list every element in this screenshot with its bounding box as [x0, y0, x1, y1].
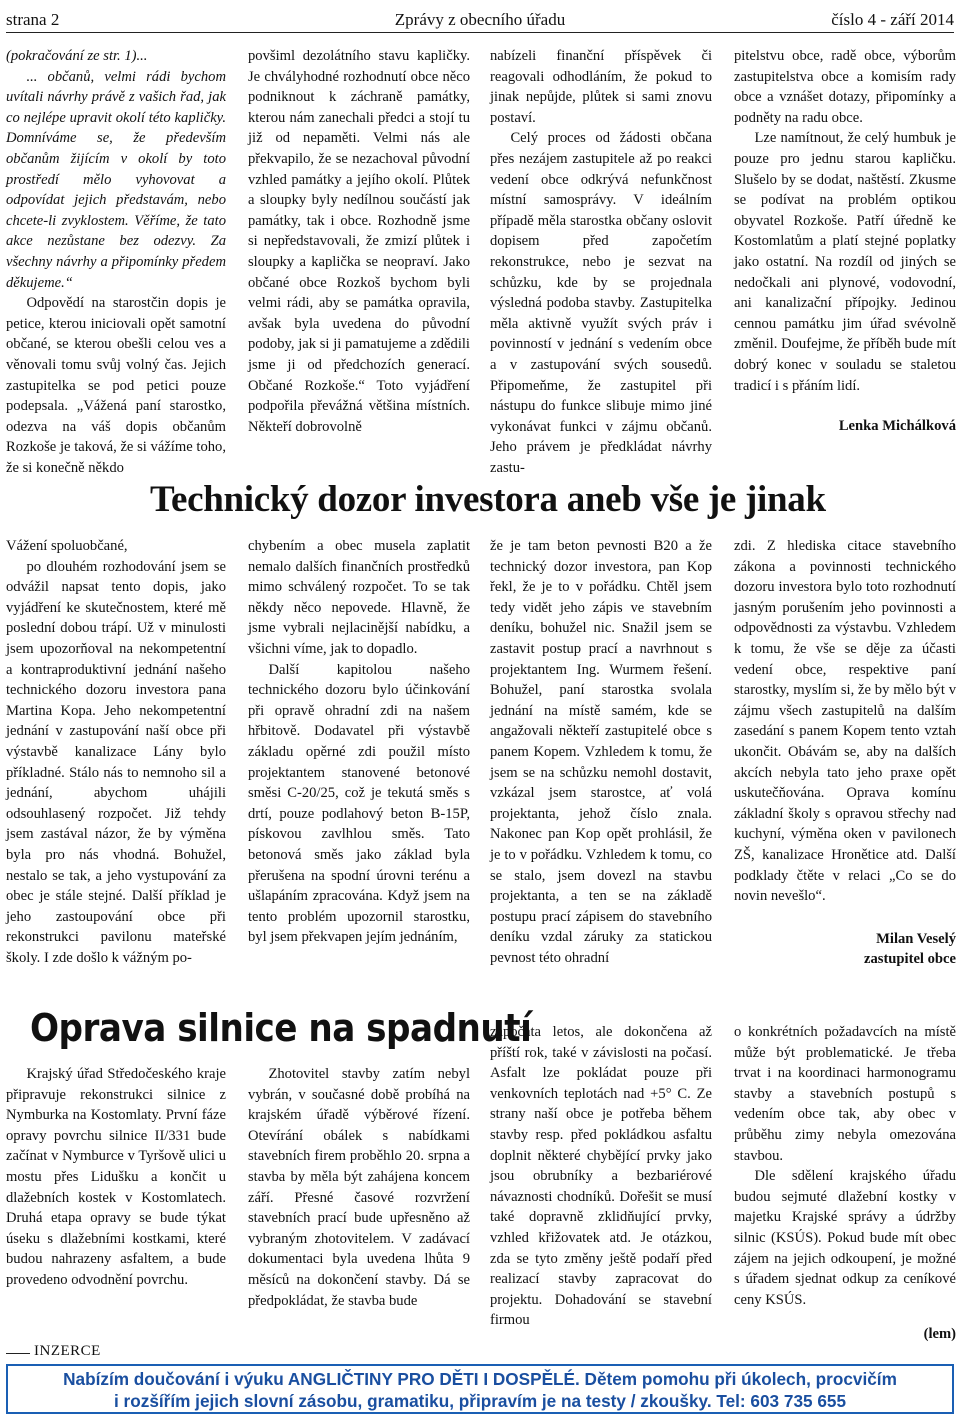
article3-column-4: [734, 1022, 956, 1342]
article3-headline: Oprava silnice na spadnutí: [30, 1006, 532, 1050]
page-header: [6, 8, 954, 33]
article2-column-1: [6, 536, 226, 1001]
article1-column-3: [490, 46, 712, 476]
paragraph: Celý proces od žádosti občana přes nezájem zastupitele až po reakci vedení obce odkrývá nefunkčnost místní samosprávy. V ideálním případě měla starostka občany oslovit dopisem před započetím rekonstrukce, nebo je sezvat na schůzku, kde by se projednala výsledná podoba stavby. Zastupitelka měla aktivně využít svých práv i povinností v jednání s vedením obce a v zastupování svých sousedů. Připomeňme, že zastupitel při nástupu do funkce slibuje mimo jiné vykonávat funkci v zájmu občanů. Jeho právem je předkládat návrhy zastu-: [490, 130, 712, 476]
author-signature: (lem): [923, 1326, 956, 1343]
article3-column-3: [490, 1022, 712, 1340]
paragraph: nabízeli finanční příspěvek či reagovali odhodláním, že pokud to jinak nepůjde, plůtek si sami znovu postaví.: [490, 48, 712, 126]
paragraph: pitelstvu obce, radě obce, výborům zastupitelstva obce a komisím rady obce a vznášet dotazy, připomínky a podněty na radu obce.: [734, 48, 956, 126]
paragraph: Další kapitolou našeho technického dozoru bylo účinkování při opravě ohradní zdi na našem hřbitově. Dodavatel při výstavbě základu opěrné zdi použil místo projektantem stanovené betonové směsi C-20/25, což je tekutá směs s drtí, pouze podlahový beton B-15P, pískovou zavlhlou směs. Tato betonová směs jako základ byla přerušena na spodní úrovni terénu a ušlapáním zpracována. Když jsem na tento problém upozornil starostku, byl jsem překvapen jejím jednáním,: [248, 661, 470, 946]
article2-column-2: [248, 536, 470, 1001]
issue-date: číslo 4 - září 2014: [831, 10, 954, 29]
paragraph: Zhotovitel stavby zatím nebyl vybrán, v současné době probíhá na krajském úřadě výběrové řízení. Otevírání obálek s nabídkami stavebních firem proběhlo 20. srpna a stavba by měla být zahájena koncem září. Přesné časové rozvržení stavebních prací bude upřesněno až vybraným zhotovitelem. V zadávací dokumentaci byla uvedena lhůta 9 měsíců na dokončení stavby. Dá se předpokládat, že stavba bude: [248, 1066, 470, 1309]
article1-column-2: [248, 46, 470, 472]
paragraph: Dle sdělení krajského úřadu budou sejmuté dlažební kostky v majetku Krajské správy a údržby silnic (KSÚS). Pokud bude mít obec zájem na jejich odkoupení, je možné s úřadem sjednat odkup za ceníkové ceny KSÚS.: [734, 1168, 956, 1308]
ad-line-1: Nabízím doučování i výuku ANGLIČTINY PRO DĚTI I DOSPĚLÉ. Dětem pomohu při úkolech, procvičím: [63, 1369, 897, 1389]
paragraph: započata letos, ale dokončena až příští rok, také v závislosti na počasí. Asfalt lze pokládat pouze při venkovních teplotách nad +5° C. Ze strany naší obce je potřeba během stavby resp. před pokládkou asfaltu doplnit některé chybějící prvky jako jsou obrubníky a bezbariérové návaznosti chodníků. Dořešit se musí také dopravně zklidňující prvky, vzhled křižovatek atd. Je otázkou, zda se tyto změny ještě podaří před realizací stavby zapracovat do projektu. Dohadování se stavební firmou: [490, 1024, 712, 1329]
paragraph: Lze namítnout, že celý humbuk je pouze pro jednu starou kapličku. Slušelo by se dodat, naštěstí. Zkusme se podívat na problém optikou obyvatel Rozkoše. Patří úředně ke Kostomlatům a platí stejné poplatky jako ostatní. Na rozdíl od jiných se nedočkali ani plynové, vodovodní, ani kanalizační přípojky. Jedinou cennou památku jim úřad svévolně změnil. Doufejme, že příběh bude mít dobrý konec v souladu se staletou tradicí i s přáním lidí.: [734, 130, 956, 394]
paragraph: ... občanů, velmi rádi bychom uvítali návrhy právě z vašich řad, jak co nejlépe upravit okolí této kapličky. Domníváme se, že především občanům žijícím v okolí by toto prostředí mělo vyhovovat a odpovídat jejich představám, nebo chcete-li zvyklostem. Věříme, že tato akce nezůstane bez odezvy. Za všechny návrhy a připomínky předem děkujeme.“: [6, 68, 226, 291]
article3-column-1: [6, 1064, 226, 1340]
article2-column-3: [490, 536, 712, 1001]
author-signature: zastupitel obce: [863, 951, 956, 968]
paragraph: po dlouhém rozhodování jsem se odvážil napsat tento dopis, jako vyjádření ke skutečnostem, které mě poslední dobou trápí. Už v minulosti jsem upozorňoval na nekompetentní a kontraproduktivní jednání našeho technického dozoru investora pana Martina Kopa. Jeho nekompetentní jednání v zastupování naší obce při výstavbě kanalizace Lány bylo příkladné. Stálo nás to nemnoho sil a jednání, abychom uhájili odsouhlasený rozpočet. Již tehdy jsem zastával názor, že by výměna byla pro nás vhodná. Bohužel, nestalo se tak, a jeho vystupování za obec je stále stejné. Další příklad je jeho zastoupování obce při rekonstrukci pavilonu mateřské školy. I zde došlo k vážným po-: [6, 558, 226, 966]
paragraph: povšiml dezolátního stavu kapličky. Je chvályhodné rozhodnutí obce něco podniknout k záchraně památky, kterou nám zanechali předci a stojí tu již od nepaměti. Velmi nás ale překvapilo, že se nezachoval původní vzhled památky a jejího okolí. Plůtek a sloupky byly nedílnou součástí jak památky, tak i obce. Rozhodně jsme si nepředstavovali, že zmizí plůtek i sloupky a kaplička se neopraví. Jako občané obce Rozkoš bychom byli velmi rádi, aby se památka opravila, avšak byla uvedena do původní podoby, jak si ji pamatujeme a zdědili jsme ji od předchozích generací. Občané Rozkoše.“ Toto vyjádření podpořila převážná většina místních. Někteří dobrovolně: [248, 48, 470, 435]
article1-column-4: [734, 46, 956, 472]
section-title: Zprávy z obecního úřadu: [394, 10, 566, 29]
article1-column-1: [6, 46, 226, 476]
ad-line-2: i rozšířím jejich slovní zásobu, gramatiku, připravím je na testy / zkoušky. Tel: 603 735 655: [113, 1391, 847, 1411]
paragraph: Krajský úřad Středočeského kraje připravuje rekonstrukci silnice z Nymburka na Kostomlaty. První fáze opravy povrchu silnice II/331 bude začínat v Nymburce v Tyršově ulici u mostu přes Lidušku a končit u dlažebních kostek v Kostomlatech. Druhá etapa opravy se bude týkat úseku s dlažebními kostkami, které budou nahrazeny asfaltem, a bude provedeno odvodnění povrchu.: [6, 1066, 226, 1288]
paragraph: o konkrétních požadavcích na místě může být problematické. Je třeba trvat i na koordinaci harmonogramu stavby a stavebních postupů s vedením obce tak, aby obec v průběhu zimy nebyla omezována stavbou.: [734, 1024, 956, 1164]
author-signature: Lenka Michálková: [838, 418, 956, 435]
article3-column-2: [248, 1064, 470, 1340]
page-number: strana 2: [6, 10, 60, 29]
paragraph: (pokračování ze str. 1)...: [6, 48, 148, 64]
paragraph: že je tam beton pevnosti B20 a že technický dozor investora, pan Kop řekl, že je to v pořádku. Chtěl jsem tedy vidět jeho zápis ve stavebním deníku, bohužel nic. Snažil jsem se zastavit postup prací a navrhnout s projektantem Ing. Wurmem řešení. Bohužel, paní starostka svolala jednání na místě samém, kde se angažovali někteří zastupitelé obce s panem Kopem. Vzhledem k tomu, že jsem se na schůzku nemohl dostavit, vzkázal jsem starostce, ať volá projektanta, jehož číslo znala. Nakonec pan Kop opět prohlásil, že je to v pořádku. Vzhledem k tomu, co se stalo, jsem dovezl na stavbu projektanta, a ten se na základě postupu prací zápisem do stavebního deníku vzdal záruky za statickou pevnost této ohradní: [490, 538, 712, 966]
article2-headline: Technický dozor investora aneb vše je jinak: [150, 479, 826, 520]
classified-ad: [6, 1364, 954, 1414]
paragraph: chybením a obec musela zaplatit nemalo dalších finančních prostředků mimo schválený rozpočet. To se tak někdy něco nepovede. Hlavně, že jsme vybrali nejlacinější nabídku, a všichni víme, jak to dopadlo.: [248, 538, 470, 657]
article2-column-4: [734, 536, 956, 1006]
paragraph: Vážení spoluobčané,: [6, 538, 128, 554]
ad-section-label: INZERCE: [6, 1343, 954, 1363]
paragraph: zdi. Z hlediska citace stavebního zákona a povinnosti technického dozoru investora bylo toto rozhodnutí jasným porušením jeho povinnosti a odpovědnosti za výstavbu. Vzhledem k tomu, že vše se děje za účasti vedení obce, respektive paní starostky, myslím si, že by mělo být v zájmu všech zastupitelů na dalším zasedání s panem Kopem tento vztah ukončit. Obávám se, aby na dalších akcích nebyla tato jeho praxe opět uskutečňována. Oprava komínu základní školy s opravou střechy nad kuchyní, výměna oken v pavilonech ZŠ, kanalizace Hronětice atd. Další podklady čtěte v relaci „Co se do novin nevešlo“.: [734, 538, 956, 905]
paragraph: Odpovědí na starostčin dopis je petice, kterou iniciovali opět samotní občané, se kterou obešli celou ves a věnovali tomu svůj volný čas. Jejich zastupitelka se pod petici pouze podepsala. „Vážená paní starostko, odezva na váš dopis občanům Rozkoše je taková, že si vážíme toho, že si konečně někdo: [6, 295, 226, 476]
author-signature: Milan Veselý: [876, 930, 956, 947]
